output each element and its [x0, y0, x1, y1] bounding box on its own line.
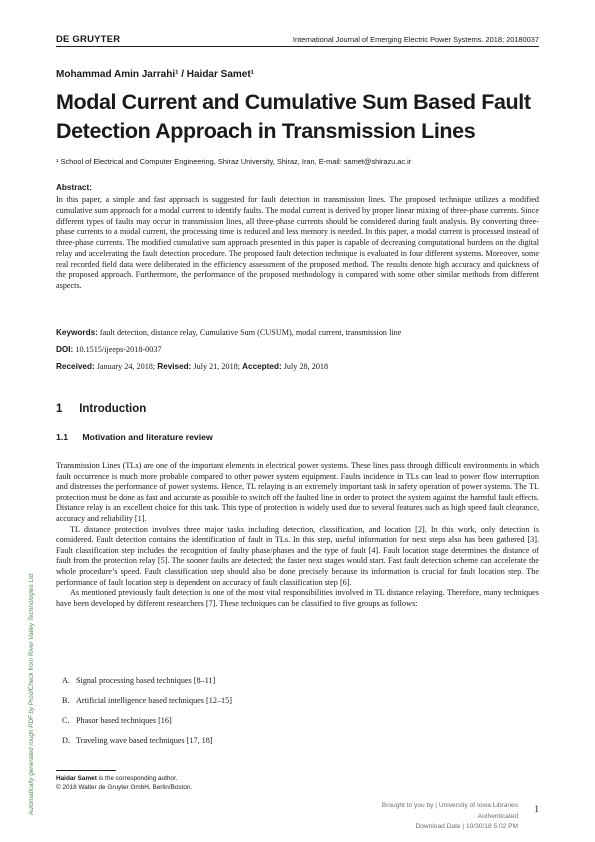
section-title: Introduction [79, 403, 147, 415]
copyright-line: © 2018 Walter de Gruyter GmbH, Berlin/Boston. [56, 784, 193, 791]
received-label: Received: [56, 362, 95, 371]
title-line-1: Modal Current and Cumulative Sum Based Fault [56, 90, 531, 114]
download-line-3: Download Date | 10/30/18 5:02 PM [415, 823, 518, 830]
page-number: 1 [534, 805, 539, 815]
accepted-label: Accepted: [242, 362, 282, 371]
list-item [62, 716, 232, 736]
paragraph-3: As mentioned previously fault detection is one of the most vital responsibilities involved in TL distance relaying. Therefore, many techniques have been developed by different researchers [7]. These techniques can be classified to five groups as follows: [56, 588, 539, 608]
list-item-text: Traveling wave based techniques [17, 18] [76, 736, 213, 745]
paragraph-2: TL distance protection involves three major tasks including detection, classification, and location [2]. In this work, only detection is considered. Fault detection contains the identification of fault in TLs. In this step, useful information for next steps also has been gathered [3]. Fault classification step includes the recognition of faulty phase/phases and the type of fault [4]. Fault location stage determines the distance of fault from the protection relay [5]. The sooner faults are detected; the faster next stages would start. Fast fault detection scheme can accelerate the whole procedure’s speed. Fault classification step should also be done precisely because its information is crucial for fault location step. The performance of fault location step is dependent on accuracy of fault classification step [6]. [56, 524, 539, 587]
list-item [62, 696, 232, 716]
paragraph-1: Transmission Lines (TLs) are one of the important elements in electrical power systems. These lines pass through difficult environments in which fault occurrence is much more probable compared to other power system equipment. Faults incidence in TLs can lead to power flow interruption and distresses the performance of power systems. Hence, TL relaying is an extremely important task in safety operation of power systems. The TL protection must be done as fast and accurate as possible to switch off the faulted line in order to protect the system against the harmful fault effects. Distance relay is an excellent choice for this task. This type of protection is widely used due to several features such as high speed fault clearance, accuracy and reliability [1]. [56, 461, 539, 523]
sidebar-text: Automatically generated rough PDF by ProofCheck from River Valley Technologies Ltd [28, 573, 35, 815]
section-number: 1 [56, 403, 63, 415]
abstract-heading: Abstract: [56, 183, 92, 192]
footnote-rule [56, 770, 116, 771]
author-list: Mohammad Amin Jarrahi¹ / Haidar Samet¹ [56, 69, 255, 80]
keywords-line [56, 327, 539, 338]
doi-link[interactable]: 10.1515/ijeeps-2018-0037 [75, 345, 162, 354]
list-item-label: C. [62, 716, 70, 725]
corresponding-author-note [56, 774, 192, 783]
proof-sidebar-note [28, 495, 42, 815]
corresponding-author-text: is the corresponding author. [96, 775, 178, 782]
list-item [62, 736, 232, 756]
dates-line [56, 361, 539, 372]
download-line-2: Authenticated [477, 812, 518, 820]
technique-list [62, 676, 232, 756]
corresponding-author-name: Haidar Samet [56, 775, 97, 782]
list-item-text: Phasor based techniques [16] [76, 716, 172, 725]
introduction-body [56, 461, 539, 609]
doi-label: DOI: [56, 345, 74, 354]
abstract-text: In this paper, a simple and fast approach is suggested for fault detection in transmission lines. The proposed technique utilizes a modified cumulative sum approach for a modal current to identify faults. The modal current is derived by proper linear mixing of three-phase currents. Since different types of faults may occur in transmission lines, all three-phase currents should be considered during fault analysis. By converting three-phase currents to a modal current, the processing time is reduced and less memory is needed. In this paper, a modal current is processed instead of three-phase currents. The modified cumulative sum approach presented in this paper is capable of decreasing computational burdens on the digital relay and accelerating the fault detection procedure. The proposed fault detection technique is evaluated in four different systems. Moreover, some real recorded field data were deliberated in the efficiency assessment of the proposed method. The results denote high accuracy and quickness of the proposed approach. Furthermore, the performance of the proposed methodology is compared with some other similar methods from different aspects. [56, 195, 539, 290]
section-heading-introduction [56, 403, 146, 415]
list-item-text: Artificial intelligence based techniques [12–15] [76, 696, 232, 705]
header-rule [56, 46, 539, 47]
running-header [56, 34, 539, 45]
received-date: January 24, 2018; [96, 362, 156, 371]
doi-line [56, 344, 539, 355]
revised-label: Revised: [157, 362, 192, 371]
paper-title [56, 88, 545, 146]
revised-date: July 21, 2018; [193, 362, 241, 371]
keywords-label: Keywords: [56, 328, 98, 337]
list-item-label: A. [62, 676, 70, 685]
title-line-2: Detection Approach in Transmission Lines [56, 119, 476, 143]
list-item-label: D. [62, 736, 70, 745]
journal-citation: International Journal of Emerging Electric Power Systems. 2018; 20180037 [292, 35, 539, 44]
subsection-heading-motivation [56, 432, 213, 442]
footnotes [56, 774, 192, 792]
list-item-label: B. [62, 696, 70, 705]
accepted-date: July 28, 2018 [283, 362, 329, 371]
list-item-text: Signal processing based techniques [8–11] [76, 676, 216, 685]
subsection-title: Motivation and literature review [82, 432, 213, 442]
affiliation: ¹ School of Electrical and Computer Engineering, Shiraz University, Shiraz, Iran, E-mail: samet@shirazu.ac.ir [56, 157, 412, 166]
keywords-text: fault detection, distance relay, Cumulative Sum (CUSUM), modal current, transmission line [99, 328, 402, 337]
download-stamp [382, 801, 518, 833]
list-item [62, 676, 232, 696]
subsection-number: 1.1 [56, 432, 69, 442]
download-line-1: Brought to you by | University of Iowa Libraries [381, 802, 518, 809]
publisher-name: DE GRUYTER [56, 34, 121, 45]
